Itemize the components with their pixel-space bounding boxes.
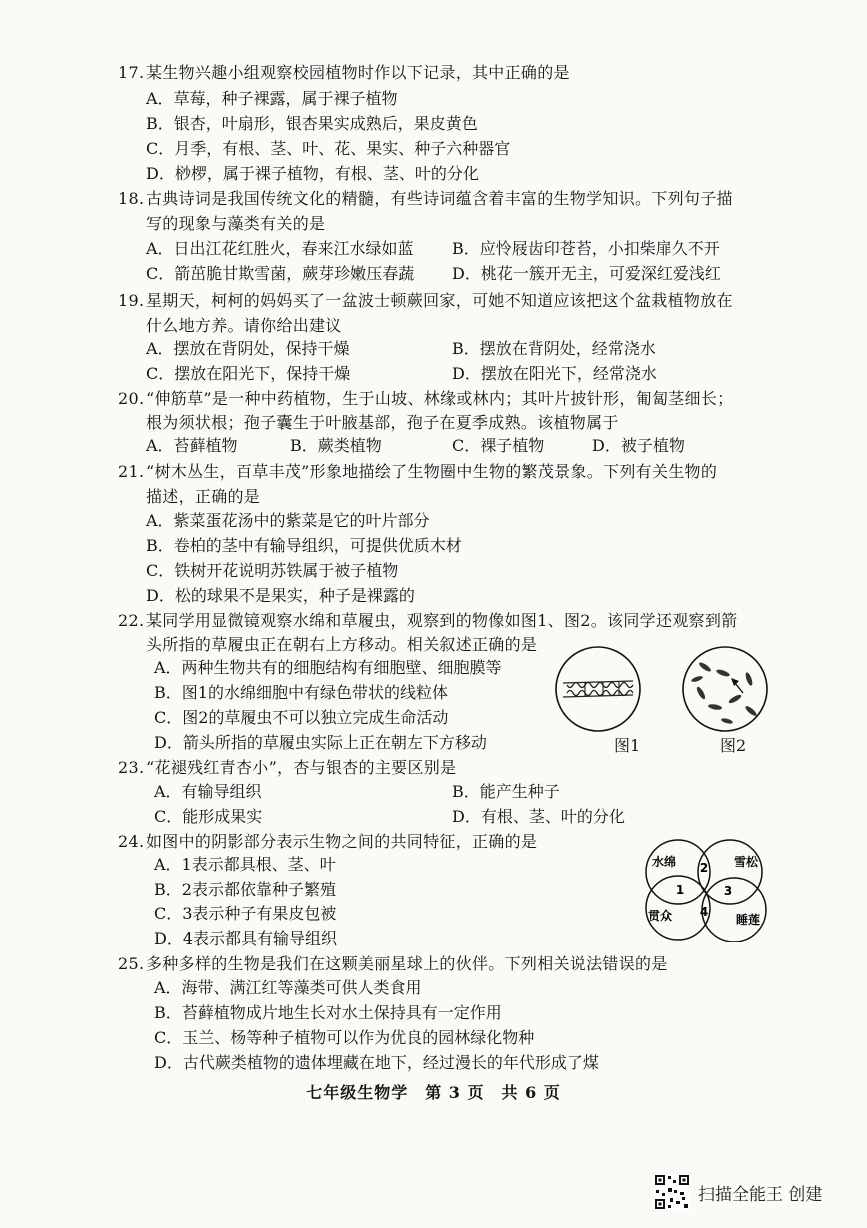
question-23-number: 23. [118, 758, 145, 777]
question-20-stem-1: “伸筋草”是一种中药植物，生于山坡、林缘或林内；其叶片披针形，匍匐茎细长； [146, 389, 734, 408]
question-24-stem: 如图中的阴影部分表示生物之间的共同特征，正确的是 [146, 832, 538, 851]
question-21-number: 21. [118, 462, 145, 481]
question-18-number: 18. [118, 189, 145, 208]
question-17-stem: 某生物兴趣小组观察校园植物时作以下记录，其中正确的是 [146, 63, 570, 82]
venn-region-1: 1 [675, 883, 685, 897]
question-20-option-d: D．被子植物 [592, 436, 685, 455]
question-18-stem-1: 古典诗词是我国传统文化的精髓，有些诗词蕴含着丰富的生物学知识。下列句子描 [146, 189, 733, 208]
question-17-option-a: A．草莓，种子裸露，属于裸子植物 [146, 89, 398, 108]
question-20-option-c: C．裸子植物 [452, 436, 545, 455]
question-25-number: 25. [118, 954, 145, 973]
question-19-option-c: C．摆放在阳光下，保持干燥 [146, 364, 351, 383]
question-17-option-c: C．月季，有根、茎、叶、花、果实、种子六种器官 [146, 139, 511, 158]
question-21-stem-2: 描述，正确的是 [146, 487, 261, 506]
question-17-option-b: B．银杏，叶扇形，银杏果实成熟后，果皮黄色 [146, 114, 478, 133]
question-23-option-a: A．有输导组织 [154, 782, 262, 801]
watermark-text: 扫描全能王 创建 [698, 1184, 823, 1205]
figure-1-caption: 图1 [614, 736, 641, 755]
figure-2-paramecium [683, 647, 767, 731]
question-17-number: 17. [118, 63, 145, 82]
question-20-option-b: B．蕨类植物 [290, 436, 382, 455]
page-footer: 七年级生物学 第 3 页 共 6 页 [306, 1083, 561, 1102]
question-23-option-b: B．能产生种子 [452, 782, 560, 801]
question-21-option-c: C．铁树开花说明苏铁属于被子植物 [146, 561, 399, 580]
qr-code-icon [654, 1174, 690, 1210]
question-21-option-b: B．卷柏的茎中有输导组织，可提供优质木材 [146, 536, 462, 555]
question-17-option-d: D．桫椤，属于裸子植物，有根、茎、叶的分化 [146, 164, 479, 183]
question-25-option-d: D．古代蕨类植物的遗体埋藏在地下，经过漫长的年代形成了煤 [154, 1053, 599, 1072]
venn-label-4: 睡莲 [735, 913, 761, 927]
question-24-number: 24. [118, 832, 145, 851]
question-22-option-d: D．箭头所指的草履虫实际上正在朝左下方移动 [154, 733, 487, 752]
question-25-option-b: B．苔藓植物成片地生长对水土保持具有一定作用 [154, 1003, 502, 1022]
question-24-option-d: D．4表示都具有输导组织 [154, 929, 338, 948]
question-23-option-d: D．有根、茎、叶的分化 [452, 807, 625, 826]
question-18-option-d: D．桃花一簇开无主，可爱深红爱浅红 [452, 264, 721, 283]
figure-2-caption: 图2 [720, 736, 747, 755]
question-22-number: 22. [118, 611, 145, 630]
venn-label-1: 水绵 [651, 855, 677, 869]
question-18-option-a: A．日出江花红胜火，春来江水绿如蓝 [146, 239, 414, 258]
question-21-option-d: D．松的球果不是果实，种子是裸露的 [146, 586, 415, 605]
question-22-stem-2: 头所指的草履虫正在朝右上方移动。相关叙述正确的是 [146, 635, 538, 654]
question-19-option-b: B．摆放在背阴处，经常浇水 [452, 339, 656, 358]
question-23-stem: “花褪残红青杏小”，杏与银杏的主要区别是 [146, 758, 457, 777]
question-22-stem-1: 某同学用显微镜观察水绵和草履虫，观察到的物像如图1、图2。该同学还观察到箭 [146, 611, 738, 630]
question-21-option-a: A．紫菜蛋花汤中的紫菜是它的叶片部分 [146, 511, 430, 530]
venn-diagram [638, 838, 774, 942]
question-18-option-c: C．箭茁脆甘欺雪菌，蕨芽珍嫩压春蔬 [146, 264, 415, 283]
question-19-stem-2: 什么地方养。请你给出建议 [146, 316, 342, 335]
question-24-option-c: C．3表示种子有果皮包被 [154, 904, 337, 923]
question-25-option-c: C．玉兰、杨等种子植物可以作为优良的园林绿化物种 [154, 1028, 535, 1047]
venn-region-2: 2 [699, 861, 709, 875]
question-18-stem-2: 写的现象与藻类有关的是 [146, 214, 326, 233]
question-22-option-c: C．图2的草履虫不可以独立完成生命活动 [154, 708, 449, 727]
question-19-number: 19. [118, 291, 145, 310]
question-18-option-b: B．应怜屐齿印苍苔，小扣柴扉久不开 [452, 239, 720, 258]
scanner-watermark [654, 1172, 822, 1212]
question-20-stem-2: 根为须状根；孢子囊生于叶腋基部，孢子在夏季成熟。该植物属于 [146, 413, 619, 432]
question-19-option-d: D．摆放在阳光下，经常浇水 [452, 364, 657, 383]
venn-label-3: 贯众 [647, 909, 673, 923]
question-25-stem: 多种多样的生物是我们在这颗美丽星球上的伙伴。下列相关说法错误的是 [146, 954, 668, 973]
question-25-option-a: A．海带、满江红等藻类可供人类食用 [154, 978, 422, 997]
venn-region-4: 4 [699, 905, 709, 919]
venn-circle-4 [699, 878, 766, 942]
question-22-option-a: A．两种生物共有的细胞结构有细胞壁、细胞膜等 [154, 658, 502, 677]
venn-region-3: 3 [723, 884, 733, 898]
venn-label-2: 雪松 [733, 855, 759, 869]
question-21-stem-1: “树木丛生，百草丰茂”形象地描绘了生物圈中生物的繁茂景象。下列有关生物的 [146, 462, 718, 481]
question-20-option-a: A．苔藓植物 [146, 436, 238, 455]
figure-1-spirogyra [556, 647, 640, 731]
question-20-number: 20. [118, 389, 145, 408]
question-19-stem-1: 星期天，柯柯的妈妈买了一盆波士顿蕨回家，可她不知道应该把这个盆栽植物放在 [146, 291, 733, 310]
microscope-figures [555, 645, 785, 735]
question-22-option-b: B．图1的水绵细胞中有绿色带状的线粒体 [154, 683, 448, 702]
question-23-option-c: C．能形成果实 [154, 807, 263, 826]
question-24-option-b: B．2表示都依靠种子繁殖 [154, 880, 336, 899]
question-24-option-a: A．1表示都具根、茎、叶 [154, 855, 336, 874]
question-19-option-a: A．摆放在背阴处，保持干燥 [146, 339, 350, 358]
